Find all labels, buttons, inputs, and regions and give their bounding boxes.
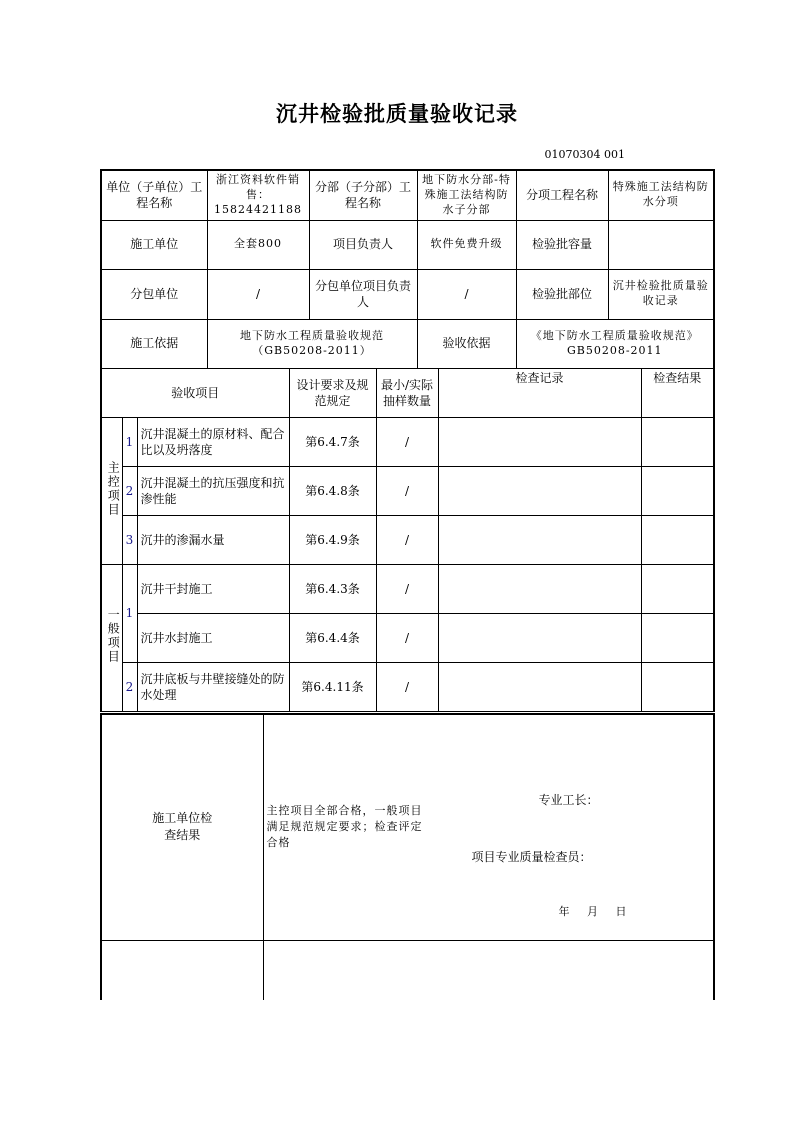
item-name: 沉井混凝土的抗压强度和抗渗性能 bbox=[137, 467, 289, 516]
item-name: 沉井的渗漏水量 bbox=[137, 516, 289, 565]
inspector-label: 项目专业质量检查员： bbox=[471, 850, 592, 864]
empty-label-cell bbox=[101, 940, 263, 1000]
item-sample: / bbox=[376, 663, 438, 712]
item-no: 1 bbox=[122, 565, 137, 663]
basis-label: 施工依据 bbox=[101, 319, 207, 368]
item-sample: / bbox=[376, 516, 438, 565]
col-item: 验收项目 bbox=[101, 369, 289, 418]
foreman-label: 专业工长： bbox=[538, 793, 599, 807]
item-record bbox=[438, 467, 641, 516]
item-result bbox=[641, 614, 714, 663]
basis-value: 地下防水工程质量验收规范（GB50208-2011） bbox=[207, 319, 417, 368]
item-no: 2 bbox=[122, 467, 137, 516]
table-row bbox=[101, 663, 714, 712]
record-code: 01070304 001 bbox=[544, 148, 625, 161]
table-row bbox=[101, 516, 714, 565]
item-record bbox=[438, 565, 641, 614]
main-group-label: 主控项目 bbox=[101, 418, 122, 565]
item-name: 沉井干封施工 bbox=[137, 565, 289, 614]
col-result: 检查结果 bbox=[641, 369, 714, 418]
item-result bbox=[641, 467, 714, 516]
location-value: 沉井检验批质量验收记录 bbox=[608, 269, 714, 319]
item-name: 沉井底板与井壁接缝处的防水处理 bbox=[137, 663, 289, 712]
page-title: 沉井检验批质量验收记录 bbox=[276, 101, 518, 126]
item-record bbox=[438, 516, 641, 565]
capacity-label: 检验批容量 bbox=[516, 220, 608, 269]
subcontractor-label: 分包单位 bbox=[101, 269, 207, 319]
item-label: 分项工程名称 bbox=[516, 170, 608, 220]
item-result bbox=[641, 516, 714, 565]
table-row bbox=[101, 467, 714, 516]
sub-pm-value: / bbox=[417, 269, 516, 319]
capacity-value bbox=[608, 220, 714, 269]
item-name: 沉井水封施工 bbox=[137, 614, 289, 663]
empty-content-cell bbox=[263, 940, 714, 1000]
item-no: 2 bbox=[122, 663, 137, 712]
pm-value: 软件免费升级 bbox=[417, 220, 516, 269]
item-no: 1 bbox=[122, 418, 137, 467]
items-table bbox=[100, 368, 715, 712]
item-sample: / bbox=[376, 565, 438, 614]
item-sample: / bbox=[376, 467, 438, 516]
contractor-value: 全套800 bbox=[207, 220, 309, 269]
general-group-label: 一般项目 bbox=[101, 565, 122, 712]
unit-value: 浙江资料软件销售：15824421188 bbox=[207, 170, 309, 220]
item-sample: / bbox=[376, 614, 438, 663]
col-record: 检查记录 bbox=[438, 369, 641, 418]
col-sample bbox=[376, 369, 438, 418]
accept-basis-label: 验收依据 bbox=[417, 319, 516, 368]
item-record bbox=[438, 418, 641, 467]
item-record bbox=[438, 614, 641, 663]
item-no: 3 bbox=[122, 516, 137, 565]
pm-label: 项目负责人 bbox=[309, 220, 417, 269]
col-design: 设计要求及规范规定 bbox=[289, 369, 376, 418]
table-row bbox=[101, 565, 714, 614]
sub-pm-label: 分包单位项目负责人 bbox=[309, 269, 417, 319]
item-result bbox=[641, 565, 714, 614]
table-row bbox=[101, 614, 714, 663]
item-record bbox=[438, 663, 641, 712]
unit-label: 单位（子单位）工程名称 bbox=[101, 170, 207, 220]
accept-basis-value: 《地下防水工程质量验收规范》GB50208-2011 bbox=[516, 319, 714, 368]
conclusion-cell bbox=[263, 714, 714, 940]
col-sample-line2: 抽样数量 bbox=[383, 394, 432, 408]
item-clause: 第6.4.11条 bbox=[289, 663, 376, 712]
item-name: 沉井混凝土的原材料、配合比以及坍落度 bbox=[137, 418, 289, 467]
conclusion-text: 主控项目全部合格，一般项目满足规范规定要求；检查评定合格 bbox=[266, 804, 423, 849]
item-value: 特殊施工法结构防水分项 bbox=[608, 170, 714, 220]
subdivision-value: 地下防水分部-特殊施工法结构防水子分部 bbox=[417, 170, 516, 220]
table-row bbox=[101, 418, 714, 467]
item-sample: / bbox=[376, 418, 438, 467]
col-sample-line1: 最小/实际 bbox=[380, 377, 434, 392]
header-table bbox=[100, 169, 715, 369]
item-clause: 第6.4.4条 bbox=[289, 614, 376, 663]
item-clause: 第6.4.3条 bbox=[289, 565, 376, 614]
item-clause: 第6.4.9条 bbox=[289, 516, 376, 565]
item-result bbox=[641, 418, 714, 467]
subcontractor-value: / bbox=[207, 269, 309, 319]
item-clause: 第6.4.7条 bbox=[289, 418, 376, 467]
item-clause: 第6.4.8条 bbox=[289, 467, 376, 516]
item-result bbox=[641, 663, 714, 712]
contractor-label: 施工单位 bbox=[101, 220, 207, 269]
date-label: 年 月 日 bbox=[558, 905, 627, 918]
subdivision-label: 分部（子分部）工程名称 bbox=[309, 170, 417, 220]
location-label: 检验批部位 bbox=[516, 269, 608, 319]
conclusion-table bbox=[100, 713, 715, 1000]
conclusion-label: 施工单位检查结果 bbox=[101, 714, 263, 940]
